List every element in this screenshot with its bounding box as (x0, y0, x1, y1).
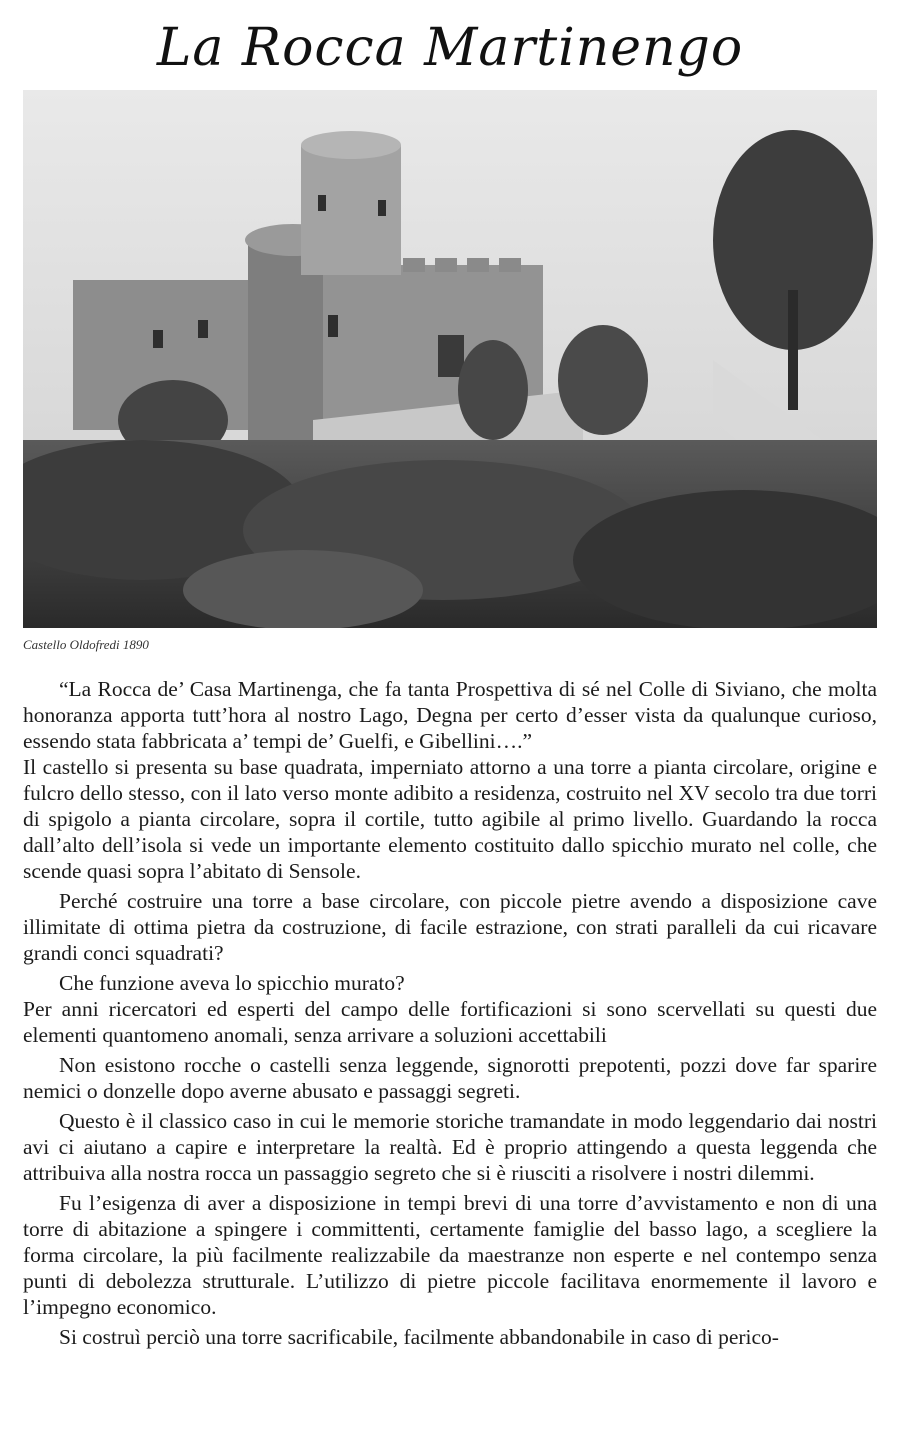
page-title: La Rocca Martinengo (156, 18, 744, 78)
article-body (23, 676, 877, 1350)
paragraph: Per anni ricercatori ed esperti del campo delle fortificazioni si sono scervellati su questi due elementi quantomeno anomali, senza arrivare a soluzioni accettabili (23, 997, 877, 1047)
paragraph: Fu l’esigenza di aver a disposizione in tempi brevi di una torre d’avvistamento e non di una torre di abitazione a spingere i committenti, certamente famiglie del basso lago, a scegliere la forma circolare, la più facilmente realizzabile da maestranze non esperte e nel contempo senza punti di debolezza strutturale. L’utilizzo di pietre piccole facilitava enormemente il lavoro e l’impegno economico. (23, 1191, 877, 1319)
paragraph: Il castello si presenta su base quadrata, imperniato attorno a una torre a pianta circolare, origine e fulcro dello stesso, con il lato verso monte adibito a residenza, costruito nel XV secolo tra due torri di spigolo a pianta circolare, sopra il cortile, tutto agibile al primo livello. Guardando la rocca dall’alto dell’isola si vede un importante elemento costituito dallo spicchio murato nel colle, che scende quasi sopra l’abitato di Sensole. (23, 755, 877, 883)
paragraph: Che funzione aveva lo spicchio murato? (59, 971, 405, 995)
photo-caption: Castello Oldofredi 1890 (23, 637, 149, 652)
paragraph: Perché costruire una torre a base circolare, con piccole pietre avendo a disposizione cave illimitate di ottima pietra da costruzione, di facile estrazione, con strati paralleli da cui ricavare grandi conci squadrati? (23, 889, 877, 965)
paragraph: Non esistono rocche o castelli senza leggende, signorotti prepotenti, pozzi dove far sparire nemici o donzelle dopo averne abusato e passaggi segreti. (23, 1053, 877, 1103)
castle-photo (23, 90, 877, 628)
paragraph: Si costruì perciò una torre sacrificabile, facilmente abbandonabile in caso di perico- (59, 1325, 779, 1349)
paragraph: Questo è il classico caso in cui le memorie storiche tramandate in modo leggendario dai nostri avi ci aiutano a capire e interpretare la realtà. Ed è proprio attingendo a questa leggenda che attribuiva alla nostra rocca un passaggio segreto che si è riusciti a risolvere i nostri dilemmi. (23, 1109, 877, 1185)
paragraph-quote: “La Rocca de’ Casa Martinenga, che fa tanta Prospettiva di sé nel Colle di Siviano, che molta honoranza apporta tutt’hora al nostro Lago, Degna per certo d’esser vista da qualunque curioso, essendo stata fabbricata a’ tempi de’ Guelfi, e Gibellini….” (23, 677, 877, 753)
